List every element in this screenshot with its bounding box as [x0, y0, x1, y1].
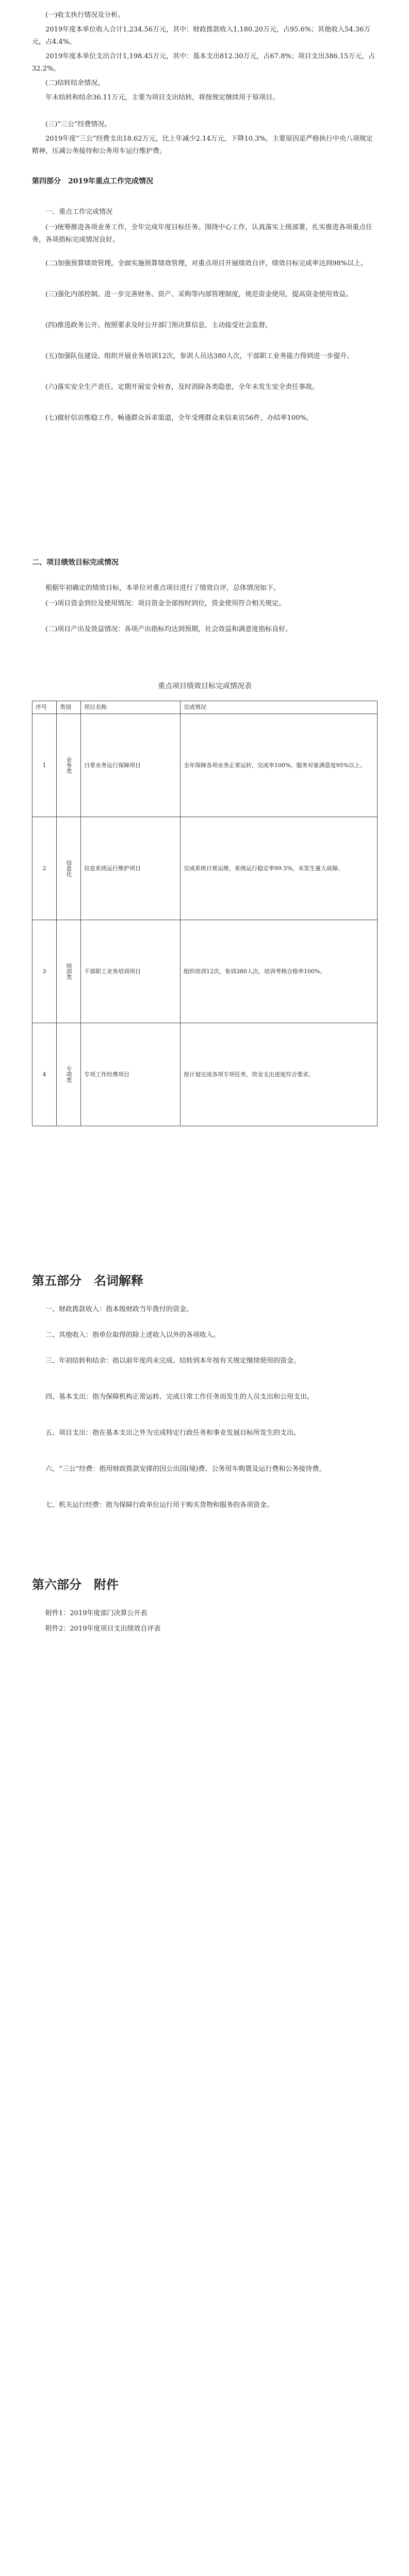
table-cell-item: 信息系统运行维护项目 [81, 817, 181, 920]
table-cell-desc: 按计划完成各项专项任务，资金支出进度符合要求。 [181, 1023, 378, 1126]
paragraph: 五、项目支出：指在基本支出之外为完成特定行政任务和事业发展目标所发生的支出。 [45, 1429, 301, 1437]
paragraph: (一)项目资金到位及使用情况：项目资金全部按时到位，资金使用符合相关规定。 [45, 600, 286, 607]
paragraph: (五)加强队伍建设。组织开展业务培训12次，参训人员达380人次，干部职工业务能力得到进一步提升。 [45, 352, 354, 360]
paragraph: 三、年初结转和结余：指以前年度尚未完成、结转到本年按有关规定继续使用的资金。 [45, 1357, 301, 1365]
table-cell-desc: 全年保障各项业务正常运转，完成率100%，服务对象满意度95%以上。 [181, 714, 378, 817]
data-table [32, 701, 378, 1126]
table-cell-no: 2 [32, 817, 57, 920]
table-row [32, 817, 378, 920]
table-cell-category: 业务类 [57, 714, 81, 817]
paragraph: 附件2：2019年度项目支出绩效自评表 [45, 1625, 161, 1633]
paragraph: (四)推进政务公开。按照要求及时公开部门预决算信息，主动接受社会监督。 [45, 321, 272, 329]
table-row [32, 1023, 378, 1126]
table-row [32, 714, 378, 817]
table-cell-item: 干部职工业务培训项目 [81, 920, 181, 1023]
paragraph: 附件1：2019年度部门决算公开表 [45, 1609, 148, 1617]
paragraph: (二)项目产出及效益情况：各项产出指标均达到预期，社会效益和满意度指标良好。 [45, 625, 292, 633]
table-header-cell: 序号 [32, 701, 57, 714]
table-row [32, 920, 378, 1023]
table-cell-item: 专项工作经费项目 [81, 1023, 181, 1126]
paragraph: 年末结转和结余36.11万元，主要为项目支出结转，将按规定继续用于原项目。 [45, 94, 280, 101]
table-cell-desc: 完成系统日常运维，系统运行稳定率99.5%，未发生重大故障。 [181, 817, 378, 920]
paragraph: 根据年初确定的绩效目标，本单位对重点项目进行了绩效自评，总体情况如下。 [45, 584, 281, 592]
table-header-cell: 类别 [57, 701, 81, 714]
table-cell-item: 日常业务运行保障项目 [81, 714, 181, 817]
table-header-cell: 项目名称 [81, 701, 181, 714]
table-cell-no: 4 [32, 1023, 57, 1126]
part-heading: 第六部分 附件 [32, 1578, 119, 1592]
part-heading: 第五部分 名词解释 [32, 1274, 143, 1288]
paragraph: 一、重点工作完成情况 [45, 208, 113, 216]
table-cell-category: 培训类 [57, 920, 81, 1023]
subsection-heading: 二、项目绩效目标完成情况 [32, 558, 119, 567]
paragraph: (一)收支执行情况及分析。 [45, 11, 125, 19]
paragraph: 四、基本支出：指为保障机构正常运转、完成日常工作任务而发生的人员支出和公用支出。 [45, 1393, 314, 1401]
table-caption: 重点项目绩效目标完成情况表 [158, 682, 252, 690]
table-cell-no: 3 [32, 920, 57, 1023]
paragraph: (一)统筹推进各项业务工作，全年完成年度目标任务。围绕中心工作，认真落实上级部署，扎实推进各项重点任务，各项指标完成情况良好。 [32, 224, 373, 244]
paragraph: 2019年度“三公”经费支出18.62万元，比上年减少2.14万元，下降10.3%，主要原因是严格执行中央八项规定精神，压减公务接待和公务用车运行维护费。 [32, 135, 373, 155]
paragraph: (二)结转结余情况。 [45, 79, 105, 87]
paragraph: (六)落实安全生产责任。定期开展安全检查，及时消除各类隐患，全年未发生安全责任事故。 [45, 383, 319, 391]
paragraph: (三)强化内部控制。进一步完善财务、资产、采购等内部管理制度，规范资金使用，提高资金使用效益。 [45, 291, 353, 298]
paragraph: 2019年度本单位收入合计1,234.56万元，其中：财政拨款收入1,180.20万元，占95.6%；其他收入54.36万元，占4.4%。 [32, 26, 371, 46]
table-cell-category: 信息化 [57, 817, 81, 920]
table-header-cell: 完成情况 [181, 701, 378, 714]
paragraph: (二)加强预算绩效管理。全面实施预算绩效管理，对重点项目开展绩效自评，绩效目标完成率达到98%以上。 [45, 260, 368, 267]
table-cell-no: 1 [32, 714, 57, 817]
paragraph: 七、机关运行经费：指为保障行政单位运行用于购买货物和服务的各项资金。 [45, 1501, 274, 1509]
paragraph: 一、财政拨款收入：指本级财政当年拨付的资金。 [45, 1306, 193, 1313]
paragraph: 六、“三公”经费：指用财政拨款安排的因公出国(境)费、公务用车购置及运行费和公务接待费。 [45, 1465, 326, 1473]
table-header-row [32, 701, 378, 714]
paragraph: (七)做好信访维稳工作。畅通群众诉求渠道，全年受理群众来信来访56件，办结率100%。 [45, 414, 313, 422]
paragraph: 二、其他收入：指单位取得的除上述收入以外的各项收入。 [45, 1331, 220, 1339]
table-cell-desc: 组织培训12次，参训380人次，培训考核合格率100%。 [181, 920, 378, 1023]
table-cell-category: 专项类 [57, 1023, 81, 1126]
paragraph: 2019年度本单位支出合计1,198.45万元，其中：基本支出812.30万元，占67.8%；项目支出386.15万元，占32.2%。 [32, 53, 375, 73]
paragraph: (三)“三公”经费情况。 [45, 121, 111, 128]
section-heading: 第四部分 2019年重点工作完成情况 [32, 177, 153, 185]
